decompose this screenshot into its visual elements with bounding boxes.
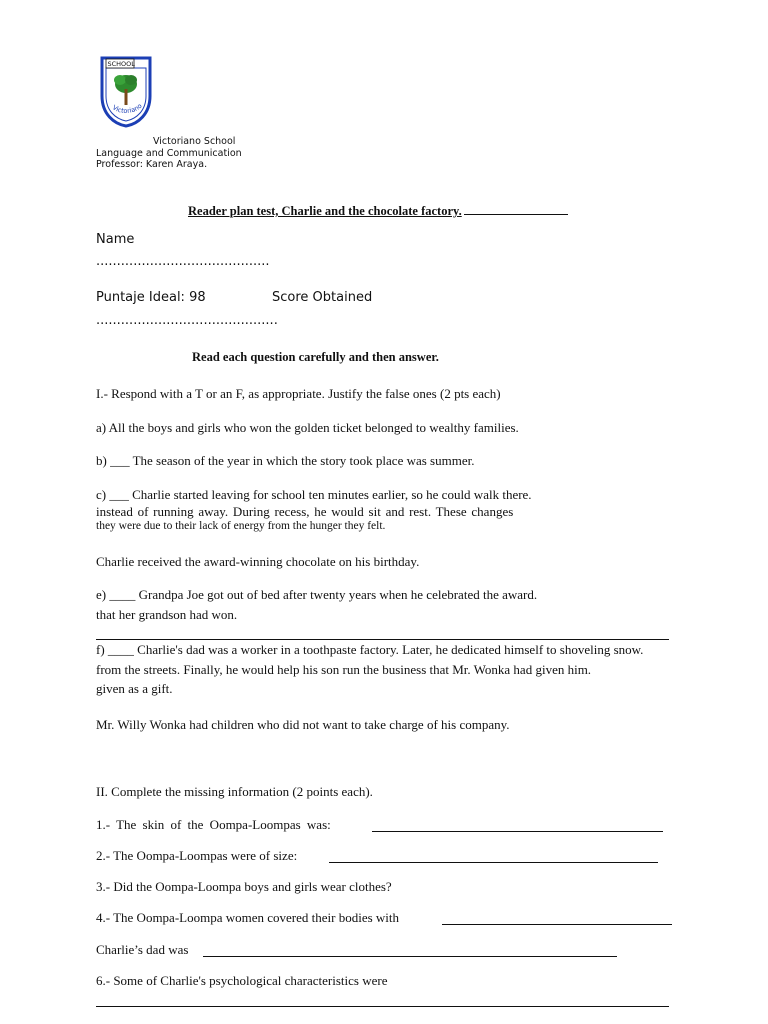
question-2-1: 1.- The skin of the Oompa-Loompas was: bbox=[96, 817, 331, 832]
page-title bbox=[188, 203, 568, 219]
school-logo bbox=[100, 56, 152, 128]
professor-line: Professor: Karen Araya. bbox=[96, 159, 208, 170]
name-dots-field[interactable]: .......................................... bbox=[96, 254, 270, 269]
logo-top-text: SCHOOL bbox=[107, 60, 135, 68]
school-header bbox=[96, 136, 242, 171]
instruction-text: Read each question carefully and then answer. bbox=[192, 350, 439, 364]
score-dots-field[interactable]: ............................................ bbox=[96, 313, 278, 328]
question-g: Mr. Willy Wonka had children who did not want to take charge of his company. bbox=[96, 717, 510, 732]
title-underline bbox=[464, 203, 568, 215]
section2-heading: II. Complete the missing information (2 points each). bbox=[96, 784, 373, 799]
answer-line-2-5[interactable] bbox=[203, 956, 617, 957]
logo-bottom-text: Victoriano bbox=[110, 101, 144, 116]
score-obtained-label: Score Obtained bbox=[272, 290, 373, 305]
name-label: Name bbox=[96, 232, 135, 247]
question-e-line1: e) ____ Grandpa Joe got out of bed after twenty years when he celebrated the award. bbox=[96, 587, 538, 602]
question-e-line2: that her grandson had won. bbox=[96, 607, 238, 622]
title-text: Reader plan test, Charlie and the chocolate factory. bbox=[188, 204, 462, 218]
school-name: Victoriano School bbox=[153, 136, 236, 147]
answer-line-2-4[interactable] bbox=[442, 924, 672, 925]
question-c-line1: c) ___ Charlie started leaving for school ten minutes earlier, so he could walk there. bbox=[96, 487, 532, 502]
question-2-6: 6.- Some of Charlie's psychological characteristics were bbox=[96, 973, 388, 988]
ideal-score-label: Puntaje Ideal: 98 bbox=[96, 290, 206, 305]
question-f-line3: given as a gift. bbox=[96, 681, 173, 696]
answer-line-e[interactable] bbox=[96, 639, 669, 640]
answer-line-2-1[interactable] bbox=[372, 831, 663, 832]
question-c-line3: they were due to their lack of energy from the hunger they felt. bbox=[96, 520, 386, 532]
question-f-line1: f) ____ Charlie's dad was a worker in a toothpaste factory. Later, he dedicated himself to shoveling snow. bbox=[96, 642, 644, 657]
answer-line-2-2[interactable] bbox=[329, 862, 658, 863]
answer-line-2-6[interactable] bbox=[96, 1006, 669, 1007]
question-a: a) All the boys and girls who won the golden ticket belonged to wealthy families. bbox=[96, 420, 519, 435]
question-f-line2: from the streets. Finally, he would help his son run the business that Mr. Wonka had given him. bbox=[96, 662, 592, 677]
question-2-5: Charlie’s dad was bbox=[96, 942, 189, 957]
section1-heading: I.- Respond with a T or an F, as appropriate. Justify the false ones (2 pts each) bbox=[96, 386, 501, 401]
question-b: b) ___ The season of the year in which the story took place was summer. bbox=[96, 453, 475, 468]
question-c-line2: instead of running away. During recess, he would sit and rest. These changes bbox=[96, 504, 514, 519]
question-2-3: 3.- Did the Oompa-Loompa boys and girls wear clothes? bbox=[96, 879, 392, 894]
question-2-4: 4.- The Oompa-Loompa women covered their bodies with bbox=[96, 910, 400, 925]
question-d: Charlie received the award-winning chocolate on his birthday. bbox=[96, 554, 420, 569]
question-2-2: 2.- The Oompa-Loompas were of size: bbox=[96, 848, 298, 863]
subject-line: Language and Communication bbox=[96, 147, 242, 159]
